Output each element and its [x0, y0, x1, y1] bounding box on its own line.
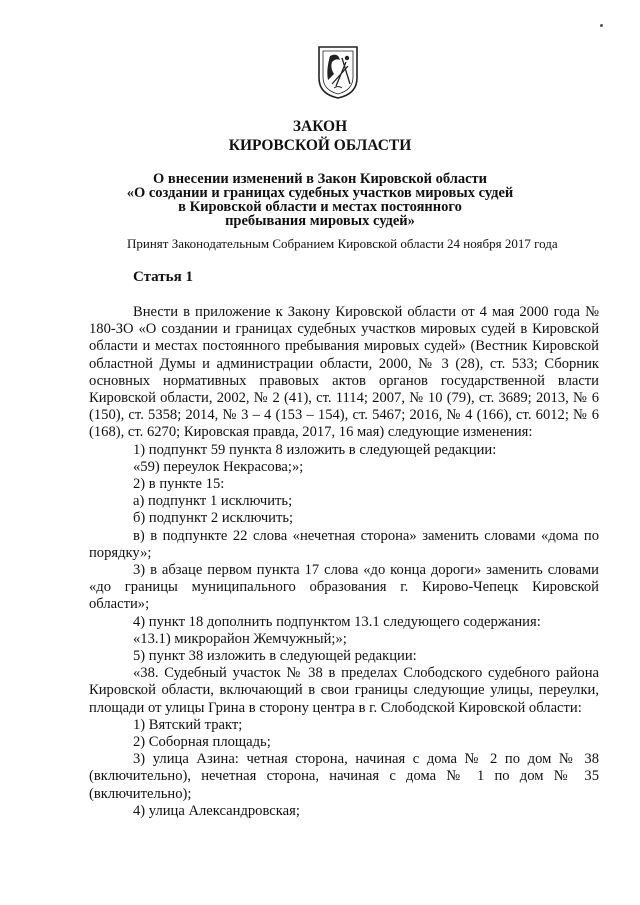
paragraph-item: 2) в пункте 15: [133, 476, 225, 493]
article-heading: Статья 1 [133, 269, 193, 285]
paragraph-item: «38. Судебный участок № 38 в пределах Слободского судебного района Кировской области, включающий в свои границы следующие улицы, переулки, площади от улицы Грина в сторону центра в г. Слободской Кировской области: [89, 665, 599, 716]
scan-speck [600, 24, 603, 27]
adoption-note: Принят Законодательным Собранием Кировской области 24 ноября 2017 года [127, 236, 558, 251]
paragraph-item: а) подпункт 1 исключить; [133, 493, 293, 510]
paragraph-item: в) в подпункте 22 слова «нечетная сторона» заменить словами «дома по порядку»; [89, 527, 599, 561]
paragraph-intro: Внести в приложение к Закону Кировской области от 4 мая 2000 года № 180-ЗО «О создании и границах судебных участков мировых судей в Кировской области и местах постоянного пребывания мировых судей» (Вестник Кировской областной Думы и администрации области, 2000, № 3 (28), ст. 533; Сборник основных нормативных правовых актов органов государственной власти Кировской области, 2002, № 2 (41), ст. 1114; 2007, № 10 (79), ст. 3689; 2013, № 6 (150), ст. 5358; 2014, № 3 – 4 (153 – 154), ст. 5467; 2016, № 4 (166), ст. 6012; № 6 (168), ст. 6270; Кировская правда, 2017, 16 мая) следующие изменения: [89, 304, 599, 441]
region-title: КИРОВСКОЙ ОБЛАСТИ [228, 137, 412, 154]
paragraph-item: 5) пункт 38 изложить в следующей редакции: [133, 648, 417, 665]
paragraph-item: 1) подпункт 59 пункта 8 изложить в следующей редакции: [133, 441, 497, 458]
paragraph-item: «59) переулок Некрасова;»; [133, 458, 304, 475]
subject-line-1: О внесении изменений в Закон Кировской области [152, 171, 488, 187]
paragraph-item: 3) в абзаце первом пункта 17 слова «до конца дороги» заменить словами «до границы муниципального образования г. Кирово-Чепецк Кировской области»; [89, 562, 599, 613]
article-body [89, 304, 599, 820]
paragraph-item: 4) пункт 18 дополнить подпунктом 13.1 следующего содержания: [133, 613, 541, 630]
paragraph-item: 3) улица Азина: четная сторона, начиная с дома № 2 по дом № 38 (включительно), нечетная сторона, начиная с дома № 1 по дом № 35 (включительно); [89, 751, 599, 802]
law-title: ЗАКОН [292, 118, 348, 135]
paragraph-item: «13.1) микрорайон Жемчужный;»; [133, 630, 347, 647]
subject-line-4: пребывания мировых судей» [225, 213, 415, 229]
paragraph-item: б) подпункт 2 исключить; [133, 510, 294, 527]
paragraph-item: 2) Соборная площадь; [133, 734, 271, 751]
paragraph-item: 4) улица Александровская; [133, 802, 300, 819]
subject-line-3: в Кировской области и местах постоянного [178, 199, 462, 215]
subject-line-2: «О создании и границах судебных участков мировых судей [126, 185, 514, 201]
paragraph-item: 1) Вятский тракт; [133, 716, 243, 733]
coat-of-arms-icon [316, 44, 360, 100]
